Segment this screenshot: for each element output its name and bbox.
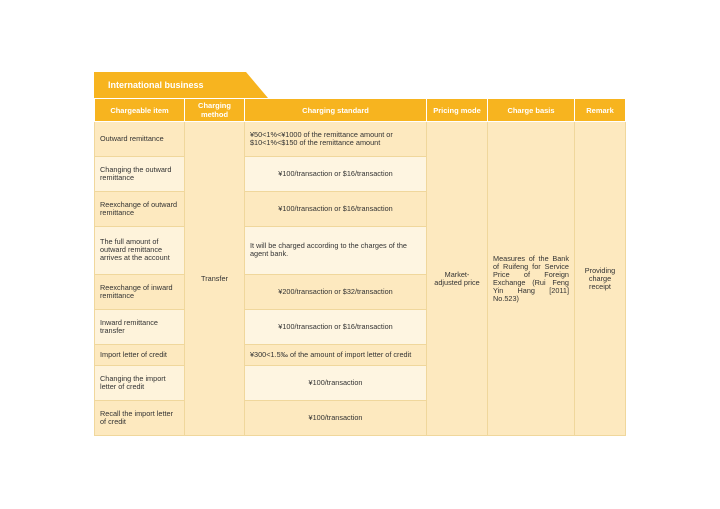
header-charging-standard: Charging standard <box>245 99 427 122</box>
charging-standard-cell: ¥300<1.5‰ of the amount of import letter of credit <box>245 344 427 366</box>
chargeable-item-cell: Import letter of credit <box>95 344 185 366</box>
fee-table <box>94 98 626 436</box>
charging-standard-cell: ¥200/transaction or $32/transaction <box>245 274 427 309</box>
charging-standard-cell: ¥100/transaction <box>245 366 427 401</box>
chargeable-item-cell: Inward remittance transfer <box>95 309 185 344</box>
charging-standard-cell: ¥100/transaction or $16/transaction <box>245 156 427 191</box>
charging-standard-cell: ¥100/transaction or $16/transaction <box>245 191 427 226</box>
header-remark: Remark <box>575 99 626 122</box>
chargeable-item-cell: Recall the import letter of credit <box>95 401 185 436</box>
chargeable-item-cell: Reexchange of outward remittance <box>95 191 185 226</box>
charging-standard-cell: ¥100/transaction <box>245 401 427 436</box>
chargeable-item-cell: Outward remittance <box>95 122 185 157</box>
chargeable-item-cell: Changing the outward remittance <box>95 156 185 191</box>
chargeable-item-cell: The full amount of outward remittance arrives at the account <box>95 226 185 274</box>
chargeable-item-cell: Changing the import letter of credit <box>95 366 185 401</box>
charging-standard-cell: It will be charged according to the charges of the agent bank. <box>245 226 427 274</box>
header-pricing-mode: Pricing mode <box>427 99 488 122</box>
header-charge-basis: Charge basis <box>488 99 575 122</box>
header-charging-method: Charging method <box>185 99 245 122</box>
pricing-mode-cell: Market-adjusted price <box>427 122 488 436</box>
section-tab <box>94 72 268 98</box>
remark-cell: Providing charge receipt <box>575 122 626 436</box>
header-chargeable-item: Chargeable item <box>95 99 185 122</box>
header-row <box>95 99 626 122</box>
charging-method-cell: Transfer <box>185 122 245 436</box>
table-row <box>95 122 626 157</box>
charging-standard-cell: ¥50<1%<¥1000 of the remittance amount or $10<1%<$150 of the remittance amount <box>245 122 427 157</box>
chargeable-item-cell: Reexchange of inward remittance <box>95 274 185 309</box>
section-tab-label: International business <box>108 80 204 90</box>
charging-standard-cell: ¥100/transaction or $16/transaction <box>245 309 427 344</box>
charge-basis-cell: Measures of the Bank of Ruifeng for Service Price of Foreign Exchange (Rui Feng Yin Hang [2011] No.523) <box>488 122 575 436</box>
